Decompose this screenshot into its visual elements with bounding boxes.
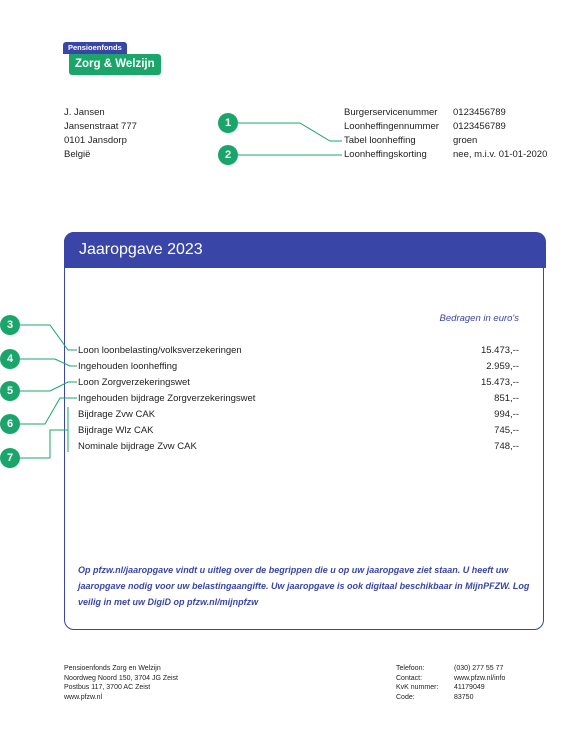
row-label-zvw-cak: Bijdrage Zvw CAK	[78, 409, 156, 420]
callout-badge-2: 2	[218, 145, 238, 165]
info-label-korting: Loonheffingskorting	[344, 149, 427, 160]
footer-organisation	[64, 664, 178, 702]
row-value-nominale-zvw: 748,--	[494, 441, 519, 452]
footer-label-telefoon: Telefoon:	[396, 665, 425, 672]
info-value-tabel: groen	[453, 135, 478, 146]
callout-badge-6: 6	[0, 414, 20, 434]
footer-org-line: Noordweg Noord 150, 3704 JG Zeist	[64, 674, 179, 682]
recipient-address	[64, 106, 137, 162]
callout-badge-7: 7	[0, 448, 20, 468]
info-value-korting: nee, m.i.v. 01-01-2020	[453, 149, 548, 160]
address-line: J. Jansen	[64, 107, 105, 118]
row-value-zvw-cak: 994,--	[494, 409, 519, 420]
amount-currency-note: Bedragen in euro's	[439, 313, 519, 324]
info-value-loonheffingennummer: 0123456789	[453, 121, 506, 132]
footer-label-kvk: KvK nummer:	[396, 684, 439, 691]
logo-pensioenfonds-label: Pensioenfonds	[63, 42, 127, 54]
footer-value-contact-link[interactable]: www.pfzw.nl/info	[454, 674, 506, 682]
footer-label-code: Code:	[396, 693, 415, 701]
info-values	[453, 106, 547, 162]
footer-website-link[interactable]: www.pfzw.nl	[64, 693, 103, 701]
row-label-ingehouden-zvw: Ingehouden bijdrage Zorgverzekeringswet	[78, 393, 256, 404]
address-line: 0101 Jansdorp	[64, 135, 127, 146]
logo-zorg-welzijn: Zorg & Welzijn	[69, 54, 161, 75]
footer-label-contact: Contact:	[396, 674, 423, 682]
info-label-bsn: Burgerservicenummer	[344, 107, 438, 118]
footer-org-line: Pensioenfonds Zorg en Welzijn	[64, 665, 161, 672]
row-label-wlz-cak: Bijdrage Wlz CAK	[78, 425, 154, 436]
footer-value-code: 83750	[454, 693, 474, 701]
info-label-loonheffingennummer: Loonheffingennummer	[344, 121, 439, 132]
callout-badge-4: 4	[0, 349, 20, 369]
row-label-ingehouden-lh: Ingehouden loonheffing	[78, 361, 178, 372]
row-value-loon-lb: 15.473,--	[480, 345, 519, 356]
row-value-loon-zvw: 15.473,--	[480, 377, 519, 388]
footer-value-telefoon: (030) 277 55 77	[454, 665, 504, 672]
footer-contact-labels	[396, 664, 438, 702]
row-label-nominale-zvw: Nominale bijdrage Zvw CAK	[78, 441, 197, 452]
callout-badge-1: 1	[218, 113, 238, 133]
address-line: Jansenstraat 777	[64, 121, 137, 132]
footer-value-kvk: 41179049	[454, 684, 485, 691]
statement-footnote: Op pfzw.nl/jaaropgave vindt u uitleg over de begrippen die u op uw jaaropgave ziet staan. U heeft uw jaaropgave nodig voor uw belastingaangifte. Uw jaaropgave is ook digitaal beschikbaar in MijnPFZW. Log veilig in met uw DigiD op pfzw.nl/mijnpfzw	[78, 565, 530, 607]
row-value-wlz-cak: 745,--	[494, 425, 519, 436]
row-value-ingehouden-lh: 2.959,--	[486, 361, 519, 372]
row-value-ingehouden-zvw: 851,--	[494, 393, 519, 404]
address-line: België	[64, 149, 91, 160]
info-label-tabel: Tabel loonheffing	[344, 135, 416, 146]
info-value-bsn: 0123456789	[453, 107, 506, 118]
info-labels	[344, 106, 439, 162]
footer-contact-values	[454, 664, 505, 702]
callout-badge-5: 5	[0, 381, 20, 401]
footer-org-line: Postbus 117, 3700 AC Zeist	[64, 684, 151, 691]
row-label-loon-zvw: Loon Zorgverzekeringswet	[78, 377, 190, 388]
statement-title: Jaaropgave 2023	[79, 241, 203, 258]
callout-badge-3: 3	[0, 315, 20, 335]
row-label-loon-lb: Loon loonbelasting/volksverzekeringen	[78, 345, 242, 356]
